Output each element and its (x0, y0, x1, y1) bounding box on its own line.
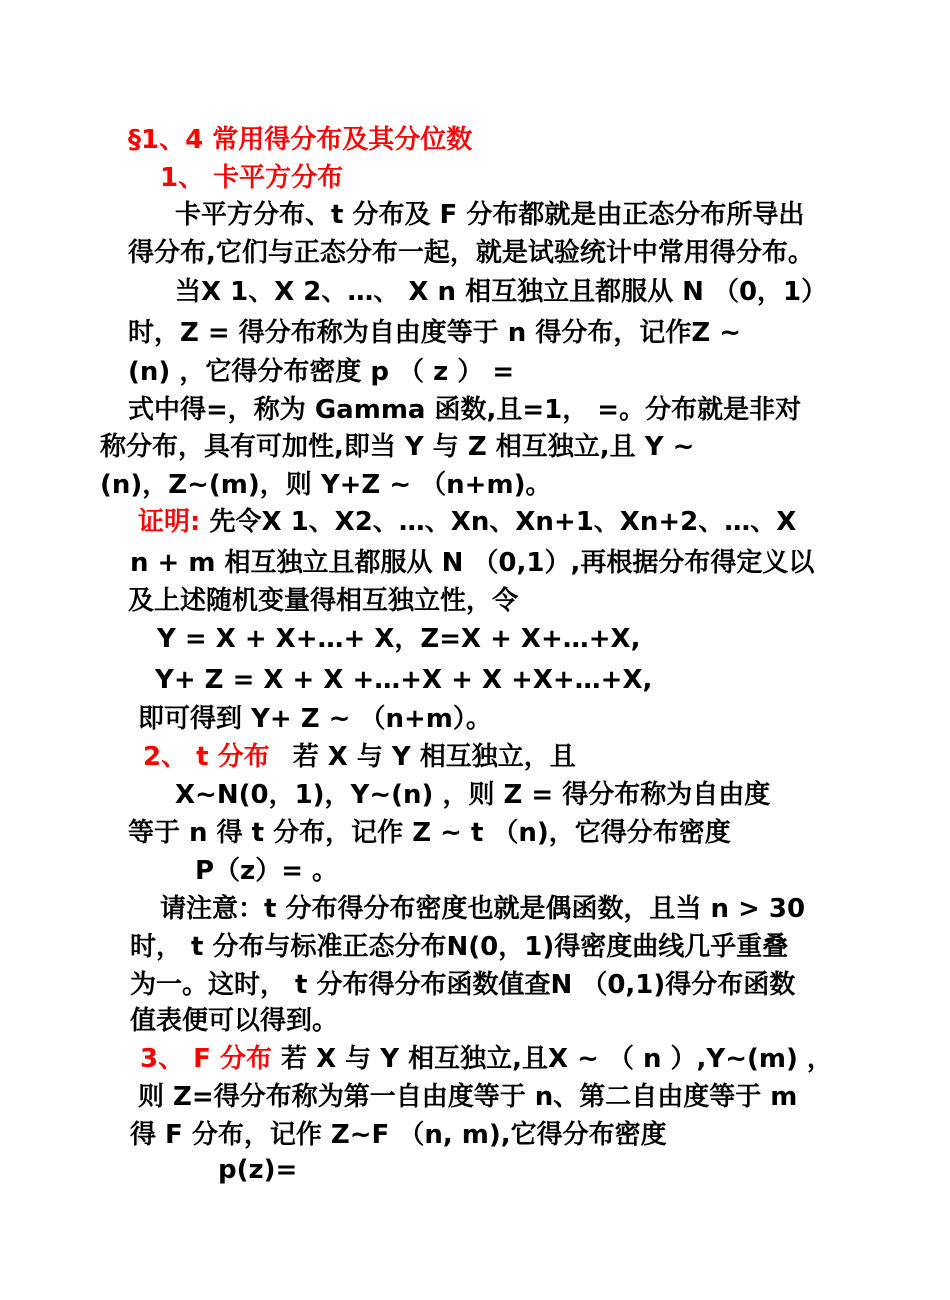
paragraph-line: 卡平方分布、t 分布及 F 分布都就是由正态分布所导出 (175, 200, 805, 230)
paragraph-line: 等于 n 得 t 分布，记作 Z ~ t （n)，它得分布密度 (128, 818, 731, 848)
formula-line: p(z)= (218, 1155, 298, 1185)
paragraph-line: (n)，Z~(m)，则 Y+Z ~ （n+m)。 (100, 470, 552, 500)
proof-line: 即可得到 Y+ Z ~ （n+m）。 (138, 704, 492, 734)
paragraph-line: X~N(0，1)，Y~(n) ，则 Z = 得分布称为自由度 (175, 780, 771, 810)
section-heading-chi-square: 1、 卡平方分布 (160, 163, 344, 193)
paragraph-line: (n) ，它得分布密度 p （ z ） = (128, 357, 515, 387)
paragraph-line: 请注意：t 分布得分布密度也就是偶函数，且当 n > 30 (160, 894, 806, 924)
paragraph-line: 为一。这时， t 分布得分布函数值查N （0,1)得分布函数 (130, 970, 796, 1000)
paragraph-line: 值表便可以得到。 (130, 1006, 339, 1036)
formula-line: Y+ Z = X + X +…+X + X +X+…+X, (155, 665, 653, 695)
proof-line: n + m 相互独立且都服从 N （0,1）,再根据分布得定义以 (130, 548, 815, 578)
page-title: §1、4 常用得分布及其分位数 (128, 125, 473, 155)
paragraph-line: 当X 1、X 2、…、 X n 相互独立且都服从 N （0，1） (175, 277, 828, 307)
paragraph-text: 若 X 与 Y 相互独立，且 (292, 742, 576, 772)
formula-line: Y = X + X+…+ X，Z=X + X+…+X, (157, 624, 641, 654)
proof-label: 证明: (138, 507, 201, 537)
paragraph-line: 得 F 分布，记作 Z~F （n, m),它得分布密度 (130, 1120, 667, 1150)
proof-line (138, 505, 796, 539)
paragraph-line: 得分布,它们与正态分布一起，就是试验统计中常用得分布。 (128, 238, 814, 268)
paragraph-line: 时，Z = 得分布称为自由度等于 n 得分布，记作Z ~ (128, 318, 742, 348)
section-heading-t: 2、 t 分布 (143, 742, 270, 772)
formula-line: P（z）= 。 (195, 856, 339, 886)
paragraph-text: 若 X 与 Y 相互独立,且X ~ （ n ）,Y~(m) ， (281, 1044, 833, 1074)
proof-line: 及上述随机变量得相互独立性，令 (128, 586, 519, 616)
paragraph-line: 时， t 分布与标准正态分布N(0，1)得密度曲线几乎重叠 (130, 932, 789, 962)
paragraph-line: 称分布，具有可加性,即当 Y 与 Z 相互独立,且 Y ~ (100, 432, 695, 462)
paragraph-line: 则 Z=得分布称为第一自由度等于 n、第二自由度等于 m (138, 1082, 798, 1112)
section-heading-f: 3、 F 分布 (140, 1044, 272, 1074)
proof-text: 先令X 1、X2、…、Xn、Xn+1、Xn+2、…、X (209, 507, 797, 537)
section-line (143, 740, 576, 774)
paragraph-line: 式中得=，称为 Gamma 函数,且=1， =。分布就是非对 (128, 395, 802, 425)
section-line (140, 1042, 833, 1076)
